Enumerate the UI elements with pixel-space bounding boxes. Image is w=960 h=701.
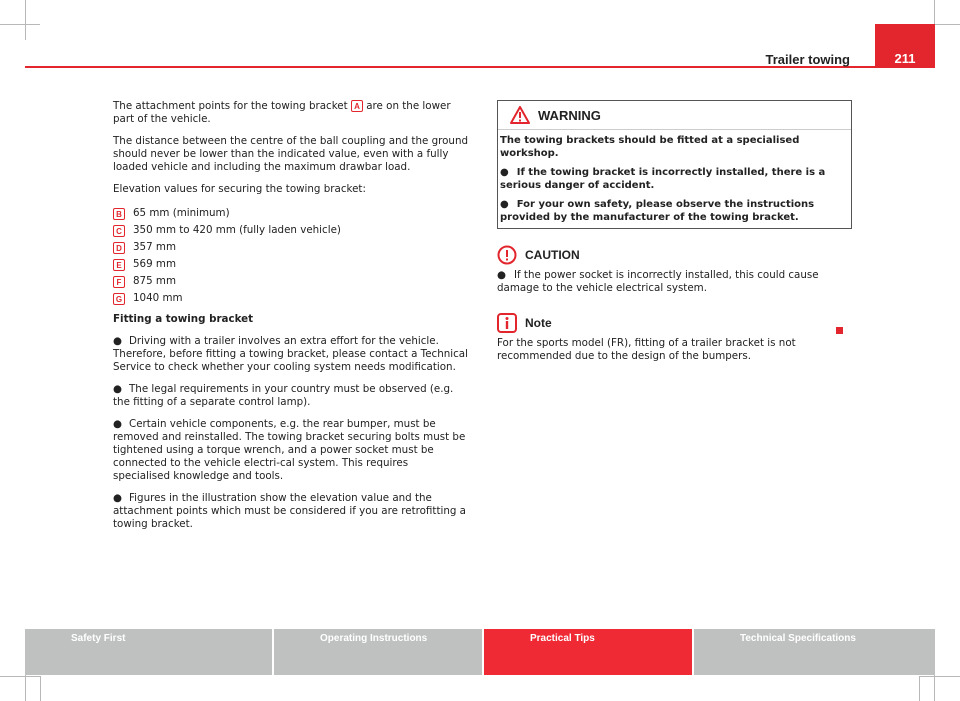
right-column: [497, 100, 852, 363]
bullet-item: ● Figures in the illustration show the elevation value and the attachment points which must be considered if you are retrofitting a towing bracket.: [113, 492, 466, 530]
figure-label: F: [113, 276, 125, 288]
bullet-icon: ●: [500, 167, 509, 178]
list-item: G 1040 mm: [113, 290, 468, 307]
warning-line: The towing brackets should be fitted at a specialised workshop.: [500, 135, 800, 159]
crop-mark: [40, 676, 41, 701]
section-title: Trailer towing: [765, 52, 850, 67]
figure-label: G: [113, 293, 125, 305]
bullet-item: ● Certain vehicle components, e.g. the rear bumper, must be removed and reinstalled. The towing bracket securing bolts must be tightened using a torque wrench, and a power socket must be connected to the vehicle electri-cal system. This requires specialised knowledge and tools.: [113, 418, 466, 482]
list-item: B 65 mm (minimum): [113, 205, 468, 222]
list-item: E 569 mm: [113, 256, 468, 273]
end-of-section-mark: [836, 327, 843, 334]
bullet-icon: ●: [497, 269, 506, 281]
bullet-item: ● If the towing bracket is incorrectly installed, there is a serious danger of accident.: [500, 167, 826, 191]
figure-label-a: A: [351, 100, 363, 112]
warning-body: [498, 130, 851, 228]
list-item: D 357 mm: [113, 239, 468, 256]
caution-header: [497, 245, 852, 265]
footer-tab-operating-instructions[interactable]: Operating Instructions: [274, 629, 482, 675]
warning-title: WARNING: [538, 107, 601, 123]
figure-label: B: [113, 208, 125, 220]
footer-tab-technical-specifications[interactable]: Technical Specifications: [694, 629, 935, 675]
footer-nav: [25, 629, 935, 675]
warning-header: [498, 101, 851, 130]
note-title: Note: [525, 315, 552, 330]
intro-paragraph: The attachment points for the towing bracket A are on the lower part of the vehicle.: [113, 100, 451, 125]
bullet-item: ● For your own safety, please observe the instructions provided by the manufacturer of the towing bracket.: [500, 199, 815, 223]
bullet-icon: ●: [113, 418, 122, 430]
footer-tab-safety-first[interactable]: Safety First: [25, 629, 272, 675]
info-note-icon: [497, 313, 517, 333]
figure-label: E: [113, 259, 125, 271]
warning-triangle-icon: [510, 106, 530, 124]
caution-title: CAUTION: [525, 247, 580, 262]
bullet-icon: ●: [113, 335, 122, 347]
list-item: C 350 mm to 420 mm (fully laden vehicle): [113, 222, 468, 239]
subheading: Fitting a towing bracket: [113, 313, 254, 325]
bullet-icon: ●: [113, 492, 122, 504]
elevation-intro: Elevation values for securing the towing bracket:: [113, 183, 366, 195]
bullet-item: ● If the power socket is incorrectly installed, this could cause damage to the vehicle electrical system.: [497, 269, 819, 294]
list-item: F 875 mm: [113, 273, 468, 290]
crop-mark: [920, 676, 960, 677]
distance-paragraph: The distance between the centre of the ball coupling and the ground should never be lower than the indicated value, even with a fully loaded vehicle and including the maximum drawbar load.: [113, 135, 469, 173]
crop-mark: [0, 676, 40, 677]
warning-box: [497, 100, 852, 229]
caution-icon: [497, 245, 517, 265]
left-column: [113, 100, 468, 540]
bullet-icon: ●: [500, 199, 509, 210]
bullet-item: ● Driving with a trailer involves an extra effort for the vehicle. Therefore, before fitting a towing bracket, please contact a Technical Service to check whether your cooling system needs modification.: [113, 335, 468, 373]
crop-mark: [919, 676, 920, 701]
note-header: [497, 313, 852, 333]
elevation-list: [113, 205, 468, 307]
crop-mark: [25, 0, 26, 40]
page-number: 211: [875, 24, 935, 68]
figure-label: D: [113, 242, 125, 254]
figure-label: C: [113, 225, 125, 237]
footer-tab-practical-tips[interactable]: Practical Tips: [484, 629, 692, 675]
note-text: For the sports model (FR), fitting of a trailer bracket is not recommended due to the design of the bumpers.: [497, 337, 796, 362]
bullet-item: ● The legal requirements in your country must be observed (e.g. the fitting of a separate control lamp).: [113, 383, 454, 408]
bullet-icon: ●: [113, 383, 122, 395]
crop-mark: [0, 24, 40, 25]
